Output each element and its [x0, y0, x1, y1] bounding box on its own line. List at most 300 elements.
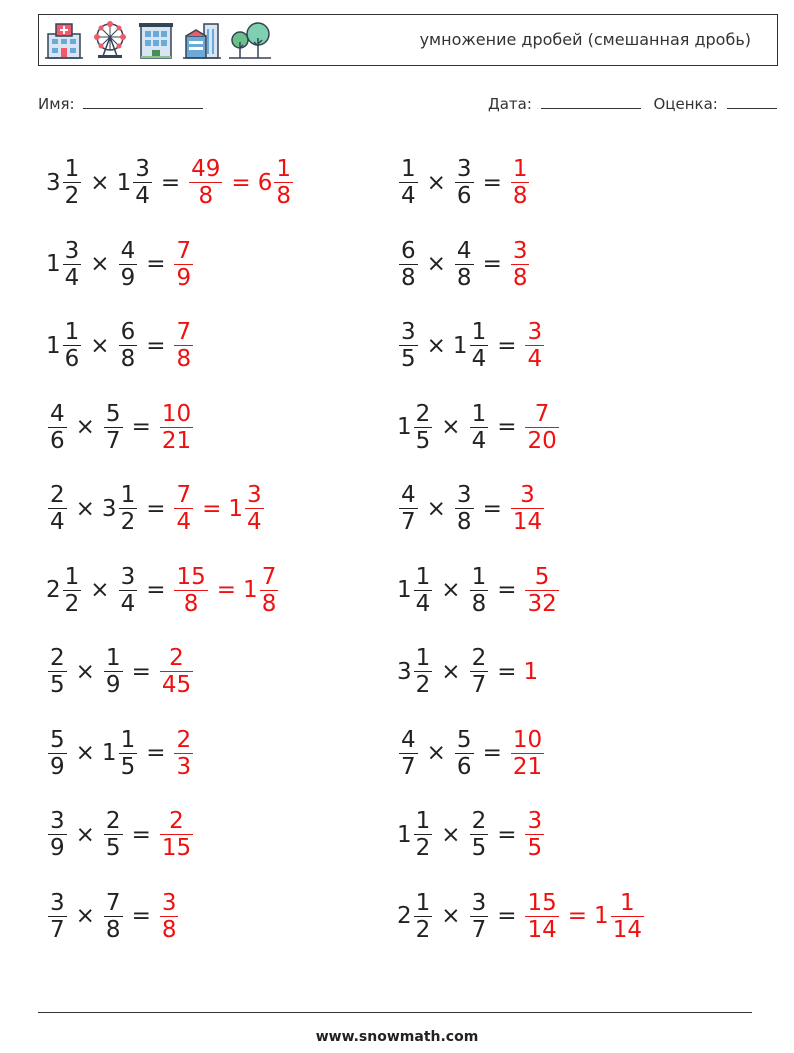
times-sign: ×	[90, 332, 110, 359]
numerator: 2	[176, 726, 192, 753]
denominator: 8	[105, 916, 121, 943]
numerator: 1	[120, 482, 136, 509]
answer	[509, 156, 532, 209]
mixed-number	[468, 401, 491, 454]
fraction	[414, 890, 433, 943]
numerator: 3	[520, 482, 535, 509]
denominator: 4	[471, 427, 487, 454]
denominator: 2	[415, 672, 431, 699]
mixed-number	[46, 401, 69, 454]
answer	[172, 319, 195, 372]
numerator: 1	[471, 400, 487, 427]
equals-sign: =	[497, 332, 517, 359]
mixed-number	[46, 645, 69, 698]
mixed-number	[397, 238, 420, 291]
fraction	[511, 238, 530, 291]
denominator: 4	[64, 264, 80, 291]
problem-row	[46, 468, 295, 550]
problem-row	[46, 142, 295, 224]
numerator: 4	[456, 237, 472, 264]
numerator: 3	[527, 319, 543, 346]
numerator: 4	[401, 726, 416, 753]
numerator: 49	[191, 156, 221, 183]
denominator: 4	[247, 509, 262, 536]
fraction	[119, 727, 138, 780]
answer	[523, 890, 645, 943]
date-grade-fields	[488, 94, 777, 113]
fraction	[160, 401, 193, 454]
answer	[523, 808, 546, 861]
denominator: 7	[105, 427, 121, 454]
whole-part: 1	[101, 740, 117, 767]
denominator: 4	[471, 346, 487, 373]
problems-left-column	[46, 142, 295, 957]
problem-row	[397, 713, 646, 795]
denominator: 5	[50, 672, 65, 699]
grade-blank[interactable]	[727, 94, 777, 109]
numerator: 3	[247, 482, 262, 509]
mixed-number	[46, 564, 83, 617]
mixed-number	[46, 319, 83, 372]
numerator: 3	[471, 889, 487, 916]
mixed-number	[158, 401, 195, 454]
whole-part: 1	[397, 821, 412, 848]
numerator: 6	[401, 237, 416, 264]
equals-sign: =	[216, 577, 237, 604]
equals-sign: =	[231, 169, 251, 196]
denominator: 4	[401, 183, 416, 210]
problem-row	[46, 224, 295, 306]
mixed-number	[46, 727, 69, 780]
problem-row	[46, 794, 295, 876]
denominator: 7	[401, 753, 416, 780]
apartment-building-icon	[136, 20, 176, 60]
date-label: Дата:	[488, 95, 532, 113]
denominator: 4	[50, 509, 65, 536]
mixed-number	[453, 238, 476, 291]
answer	[158, 645, 195, 698]
denominator: 6	[456, 753, 472, 780]
denominator: 9	[105, 672, 121, 699]
equals-sign: =	[146, 332, 166, 359]
times-sign: ×	[75, 495, 95, 522]
whole-part: 1	[46, 251, 61, 278]
mixed-number	[258, 156, 295, 209]
answer	[187, 156, 295, 209]
fraction	[174, 564, 207, 617]
fraction	[48, 401, 67, 454]
mixed-number	[468, 645, 491, 698]
problem-row	[397, 468, 646, 550]
answer	[509, 238, 532, 291]
problem-row	[46, 550, 295, 632]
fraction	[470, 319, 489, 372]
whole-part: 1	[397, 414, 412, 441]
mixed-number	[46, 808, 69, 861]
whole-part: 3	[397, 658, 412, 685]
numerator: 15	[176, 563, 206, 590]
fraction	[133, 156, 152, 209]
answer	[509, 727, 546, 780]
mixed-number	[117, 156, 154, 209]
times-sign: ×	[441, 903, 461, 930]
fraction	[274, 156, 293, 209]
mixed-number	[523, 401, 560, 454]
equals-sign: =	[497, 577, 517, 604]
answer	[172, 727, 195, 780]
equals-sign: =	[160, 169, 181, 196]
numerator: 6	[120, 319, 136, 346]
denominator: 21	[161, 427, 192, 454]
mixed-number	[523, 319, 546, 372]
fraction	[119, 564, 138, 617]
numerator: 2	[50, 482, 65, 509]
header-icons	[44, 20, 272, 60]
fraction	[414, 401, 433, 454]
numerator: 3	[161, 889, 177, 916]
problem-row	[46, 631, 295, 713]
problem-row	[46, 305, 295, 387]
denominator: 9	[120, 264, 136, 291]
equals-sign: =	[482, 169, 502, 196]
problem-row	[46, 876, 295, 958]
fraction	[399, 156, 418, 209]
times-sign: ×	[426, 740, 446, 767]
times-sign: ×	[90, 169, 110, 196]
fraction	[245, 482, 264, 535]
numerator: 7	[105, 889, 121, 916]
mixed-number	[102, 401, 125, 454]
times-sign: ×	[441, 414, 461, 441]
fraction	[174, 482, 193, 535]
mixed-number	[453, 156, 476, 209]
grade-label: Оценка:	[653, 95, 718, 113]
mixed-number	[117, 564, 140, 617]
denominator: 8	[183, 590, 199, 617]
numerator: 7	[176, 319, 192, 346]
denominator: 8	[161, 916, 177, 943]
equals-sign: =	[482, 495, 502, 522]
mixed-number	[46, 156, 83, 209]
numerator: 7	[176, 237, 192, 264]
equals-sign: =	[497, 903, 517, 930]
mixed-number	[397, 808, 434, 861]
name-blank[interactable]	[83, 94, 203, 109]
mixed-number	[397, 890, 434, 943]
times-sign: ×	[441, 577, 461, 604]
fraction	[174, 319, 193, 372]
numerator: 5	[534, 563, 550, 590]
numerator: 1	[64, 319, 80, 346]
fraction	[455, 727, 474, 780]
denominator: 7	[50, 916, 65, 943]
ferris-wheel-icon	[90, 20, 130, 60]
equals-sign: =	[131, 903, 151, 930]
numerator: 3	[50, 889, 65, 916]
mixed-number	[397, 645, 434, 698]
problem-row	[397, 876, 646, 958]
fraction	[525, 564, 558, 617]
problem-row	[46, 713, 295, 795]
mixed-number	[172, 727, 195, 780]
denominator: 5	[471, 835, 487, 862]
denominator: 4	[120, 590, 136, 617]
fraction	[174, 238, 193, 291]
mixed-number	[102, 890, 125, 943]
whole-part: 1	[228, 495, 244, 522]
numerator: 1	[120, 726, 136, 753]
equals-sign: =	[131, 821, 151, 848]
fraction	[48, 890, 67, 943]
numerator: 3	[456, 156, 472, 183]
problem-row	[397, 631, 646, 713]
fraction	[470, 401, 489, 454]
numerator: 3	[401, 319, 416, 346]
fraction	[399, 319, 418, 372]
numerator: 5	[456, 726, 472, 753]
fraction	[470, 564, 489, 617]
equals-sign: =	[131, 658, 151, 685]
denominator: 8	[276, 183, 291, 210]
mixed-number	[397, 156, 420, 209]
times-sign: ×	[441, 658, 461, 685]
answer-whole: 1	[523, 658, 539, 685]
name-label: Имя:	[38, 95, 75, 113]
denominator: 2	[64, 183, 80, 210]
denominator: 9	[50, 835, 65, 862]
numerator: 2	[471, 645, 487, 672]
answer	[523, 659, 538, 685]
denominator: 9	[176, 264, 192, 291]
whole-part: 2	[46, 577, 61, 604]
problem-row	[397, 305, 646, 387]
whole-part: 3	[101, 495, 117, 522]
fraction	[511, 156, 530, 209]
numerator: 3	[50, 808, 65, 835]
fraction	[525, 890, 558, 943]
denominator: 8	[261, 590, 277, 617]
times-sign: ×	[426, 169, 446, 196]
times-sign: ×	[75, 821, 95, 848]
mixed-number	[46, 482, 69, 535]
numerator: 7	[534, 400, 550, 427]
worksheet-header	[38, 14, 778, 66]
denominator: 2	[120, 509, 136, 536]
denominator: 8	[401, 264, 416, 291]
whole-part: 1	[594, 903, 609, 930]
numerator: 2	[169, 645, 184, 672]
denominator: 3	[176, 753, 192, 780]
numerator: 10	[512, 726, 543, 753]
mixed-number	[453, 727, 476, 780]
fraction	[63, 156, 82, 209]
mixed-number	[523, 808, 546, 861]
hospital-icon	[44, 20, 84, 60]
whole-part: 1	[397, 577, 412, 604]
fraction	[48, 727, 67, 780]
equals-sign: =	[146, 577, 166, 604]
numerator: 1	[415, 645, 431, 672]
numerator: 15	[527, 889, 557, 916]
numerator: 1	[105, 645, 121, 672]
numerator: 1	[401, 156, 416, 183]
denominator: 2	[415, 916, 431, 943]
times-sign: ×	[426, 251, 446, 278]
fraction	[63, 564, 82, 617]
numerator: 2	[415, 400, 431, 427]
denominator: 8	[198, 183, 214, 210]
fraction	[48, 808, 67, 861]
problem-row	[397, 142, 646, 224]
mixed-number	[397, 482, 420, 535]
equals-sign: =	[497, 414, 517, 441]
denominator: 5	[105, 835, 121, 862]
fraction	[525, 808, 544, 861]
fraction	[160, 890, 179, 943]
times-sign: ×	[75, 658, 95, 685]
times-sign: ×	[75, 903, 95, 930]
numerator: 1	[415, 889, 431, 916]
denominator: 14	[612, 916, 642, 943]
numerator: 2	[471, 808, 487, 835]
denominator: 7	[401, 509, 416, 536]
denominator: 14	[527, 916, 557, 943]
fraction	[399, 727, 418, 780]
fraction	[104, 645, 123, 698]
fraction	[470, 808, 489, 861]
denominator: 9	[50, 753, 65, 780]
fraction	[470, 645, 489, 698]
fraction	[414, 808, 433, 861]
numerator: 1	[620, 889, 635, 916]
mixed-number	[397, 319, 420, 372]
equals-sign: =	[482, 251, 502, 278]
mixed-number	[468, 808, 491, 861]
equals-sign: =	[131, 414, 151, 441]
numerator: 2	[50, 645, 65, 672]
denominator: 6	[64, 346, 80, 373]
denominator: 5	[527, 835, 543, 862]
whole-part: 6	[257, 169, 273, 196]
denominator: 7	[471, 672, 487, 699]
numerator: 4	[401, 482, 416, 509]
mixed-number	[397, 727, 420, 780]
fraction	[455, 238, 474, 291]
numerator: 1	[471, 319, 487, 346]
mixed-number	[397, 564, 434, 617]
denominator: 8	[120, 346, 136, 373]
problem-row	[397, 387, 646, 469]
problem-row	[46, 387, 295, 469]
denominator: 4	[527, 346, 543, 373]
fraction	[119, 238, 138, 291]
numerator: 1	[64, 156, 80, 183]
times-sign: ×	[426, 332, 446, 359]
date-blank[interactable]	[541, 94, 641, 109]
mixed-number	[117, 319, 140, 372]
numerator: 5	[105, 400, 121, 427]
mixed-number	[102, 645, 125, 698]
denominator: 8	[512, 264, 528, 291]
equals-sign: =	[567, 903, 588, 930]
answer	[158, 401, 195, 454]
whole-part: 3	[46, 169, 61, 196]
numerator: 3	[64, 237, 80, 264]
fraction	[399, 482, 418, 535]
denominator: 6	[50, 427, 65, 454]
denominator: 8	[176, 346, 192, 373]
whole-part: 1	[243, 577, 258, 604]
mixed-number	[509, 156, 532, 209]
office-building-icon	[182, 20, 222, 60]
fraction	[525, 401, 558, 454]
numerator: 3	[135, 156, 150, 183]
mixed-number	[468, 564, 491, 617]
answer	[158, 890, 181, 943]
numerator: 1	[512, 156, 528, 183]
mixed-number	[187, 156, 224, 209]
fraction	[104, 401, 123, 454]
denominator: 5	[401, 346, 416, 373]
answer	[172, 482, 265, 535]
denominator: 45	[161, 672, 192, 699]
numerator: 3	[456, 482, 472, 509]
fraction	[160, 645, 193, 698]
numerator: 2	[105, 808, 121, 835]
mixed-number	[523, 564, 560, 617]
denominator: 15	[161, 835, 192, 862]
numerator: 5	[50, 726, 65, 753]
mixed-number	[172, 319, 195, 372]
denominator: 5	[120, 753, 136, 780]
equals-sign: =	[146, 740, 166, 767]
times-sign: ×	[426, 495, 446, 522]
denominator: 14	[512, 509, 543, 536]
whole-part: 1	[116, 169, 132, 196]
fraction	[104, 890, 123, 943]
mixed-number	[46, 890, 69, 943]
numerator: 3	[527, 808, 543, 835]
numerator: 1	[415, 563, 431, 590]
denominator: 7	[471, 916, 487, 943]
mixed-number	[102, 727, 139, 780]
denominator: 21	[512, 753, 543, 780]
denominator: 8	[512, 183, 528, 210]
answer	[523, 564, 560, 617]
name-field	[38, 94, 203, 113]
fraction	[63, 238, 82, 291]
whole-part: 1	[452, 332, 468, 359]
worksheet-title: умножение дробей (смешанная дробь)	[419, 30, 751, 49]
trees-icon	[228, 20, 272, 60]
mixed-number	[453, 319, 490, 372]
mixed-number	[46, 238, 83, 291]
mixed-number	[468, 890, 491, 943]
equals-sign: =	[497, 821, 517, 848]
numerator: 1	[415, 808, 431, 835]
fraction	[48, 482, 67, 535]
numerator: 1	[276, 156, 291, 183]
fraction	[160, 808, 193, 861]
answer	[509, 482, 546, 535]
fraction	[525, 319, 544, 372]
mixed-number	[509, 727, 546, 780]
mixed-number	[117, 238, 140, 291]
equals-sign: =	[146, 251, 166, 278]
denominator: 32	[527, 590, 557, 617]
problem-row	[397, 550, 646, 632]
mixed-number	[243, 564, 280, 617]
